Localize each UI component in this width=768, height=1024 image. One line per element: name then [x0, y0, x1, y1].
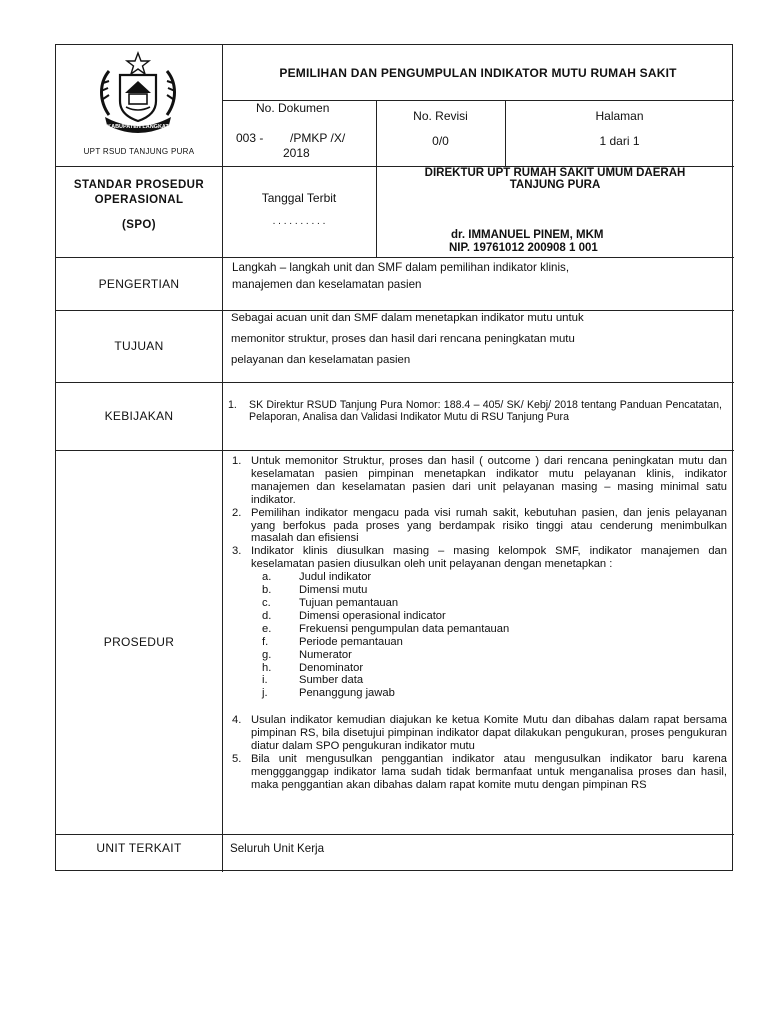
tujuan-text — [231, 308, 726, 371]
sub-item-letter: g. — [262, 648, 272, 661]
director-nip: NIP. 19761012 200908 1 001 — [449, 242, 598, 254]
prosedur-item-text: Usulan indikator kemudian diajukan ke ketua Komite Mutu dan dibahas dalam rapat bersama pimpinan RS, bila disetujui pimpinan indikator dapat dilakukan pengukuran, proses pengukuran diatur dalam SPO pengukuran indikator mutu — [251, 714, 727, 753]
unit-terkait-label: UNIT TERKAIT — [96, 841, 182, 855]
spo-line-2: OPERASIONAL — [94, 194, 184, 206]
doc-number-value: 003 - /PMKP /X/ — [236, 131, 346, 145]
revision-label: No. Revisi — [413, 109, 468, 123]
doc-number-label: No. Dokumen — [256, 101, 330, 115]
sub-item — [232, 597, 727, 610]
prosedur-label: PROSEDUR — [103, 635, 175, 649]
issue-date-label: Tanggal Terbit — [261, 191, 337, 205]
tujuan-line-2: memonitor struktur, proses dan hasil dari rencana peningkatan mutu — [231, 333, 575, 345]
sub-item — [232, 571, 727, 584]
director-title-1: DIREKTUR UPT RUMAH SAKIT UMUM DAERAH — [424, 167, 686, 179]
sub-item-letter: i. — [262, 674, 268, 687]
prosedur-item: 4. Usulan indikator kemudian diajukan ke ketua Komite Mutu dan dibahas dalam rapat bersama pimpinan RS, bila disetujui pimpinan indikator dapat dilakukan pengukuran, proses pengukuran diatur dalam SPO pengukuran indikator mutu — [232, 714, 727, 753]
pengertian-line-1: Langkah – langkah unit dan SMF dalam pemilihan indikator klinis, — [232, 261, 570, 274]
pengertian-text — [232, 259, 727, 293]
director-cell — [376, 166, 734, 257]
sub-item — [232, 649, 727, 662]
sub-item — [232, 687, 727, 700]
regency-emblem-icon — [89, 49, 187, 135]
prosedur-item: 2. Pemilihan indikator mengacu pada visi rumah sakit, kebutuhan pasien, dan jenis pelayanan yang berfokus pada proses yang berdampak risiko tinggi atau cenderung menimbulkan masalah dan efisiensi — [232, 506, 727, 545]
row-divider — [56, 834, 734, 835]
prosedur-item-text: Untuk memonitor Struktur, proses dan hasil ( outcome ) dari rencana peningkatan mutu dan keselamatan pasien pimpinan menetapkan indikator mutu pelayanan klinis, indikator manajemen dan keselamatan pasien dari unit pelayanan masing – masing minimal satu indikator. — [251, 455, 727, 506]
kebijakan-text — [228, 400, 722, 423]
prosedur-list — [232, 455, 727, 792]
sub-item-text: Frekuensi pengumpulan data pemantauan — [299, 622, 510, 635]
prosedur-item-text: Indikator klinis diusulkan masing – masing kelompok SMF, indikator manajemen dan keselamatan pasien diusulkan oleh unit pelayanan dengan menetapkan : — [251, 545, 727, 571]
sub-item — [232, 610, 727, 623]
sub-item — [232, 623, 727, 636]
sub-item-text: Denominator — [299, 661, 364, 674]
issue-date-value: . . . . . . . . . . — [272, 216, 326, 227]
prosedur-item-text: Bila unit mengusulkan penggantian indikator atau mengusulkan indikator baru karena menggganggap indikator lama sudah tidak bermanfaat untuk menganalisa proses dan hasil, maka penggantian akan dibahas dalam rapat komite mutu dengan pimpinan RS — [251, 752, 727, 791]
unit-terkait-text: Seluruh Unit Kerja — [230, 842, 325, 855]
indicator-attributes-list — [232, 571, 727, 700]
sub-item-letter: j. — [262, 687, 268, 700]
sub-item-letter: b. — [262, 584, 272, 597]
sub-item-text: Penanggung jawab — [299, 687, 395, 700]
sub-item-letter: f. — [262, 635, 269, 648]
logo-cell — [56, 45, 222, 166]
director-name: dr. IMMANUEL PINEM, MKM — [451, 229, 604, 241]
sub-item-letter: a. — [262, 571, 272, 584]
page-value: 1 dari 1 — [599, 134, 640, 148]
tujuan-line-1: Sebagai acuan unit dan SMF dalam menetapkan indikator mutu untuk — [231, 312, 584, 324]
sub-item-text: Sumber data — [299, 674, 364, 687]
sub-item — [232, 584, 727, 597]
director-title-2: TANJUNG PURA — [509, 179, 601, 191]
document-title: PEMILIHAN DAN PENGUMPULAN INDIKATOR MUTU RUMAH SAKIT — [279, 65, 677, 80]
prosedur-item-text: Pemilihan indikator mengacu pada visi rumah sakit, kebutuhan pasien, dan jenis pelayanan yang berfokus pada proses yang berdampak risiko tinggi atau cenderung menimbulkan masalah dan efisiensi — [251, 506, 727, 545]
hospital-name: UPT RSUD TANJUNG PURA — [83, 146, 195, 156]
kebijakan-number: 1. — [228, 399, 237, 411]
tujuan-line-3: pelayanan dan keselamatan pasien — [231, 354, 411, 366]
page-cell — [505, 100, 734, 166]
spo-line-3: (SPO) — [122, 219, 156, 231]
spo-label-cell — [56, 166, 222, 257]
revision-cell — [376, 100, 505, 166]
sub-item-letter: e. — [262, 622, 272, 635]
sub-item-text: Periode pemantauan — [299, 635, 403, 648]
sub-item-text: Judul indikator — [299, 571, 372, 584]
revision-value: 0/0 — [432, 134, 449, 148]
spo-document — [55, 44, 733, 871]
doc-number-year: 2018 — [283, 146, 310, 160]
prosedur-item: 3. Indikator klinis diusulkan masing – masing kelompok SMF, indikator manajemen dan keselamatan pasien diusulkan oleh unit pelayanan dengan menetapkan : a. Judul indikator b. Dimensi mutu c. Tujuan pemantauan d. Dimensi operasional indicator e. Frekuensi pengumpulan data pemantauan f. Periode pemantauan g. Numerator h. Denominator i. Sumber data j. Penanggung jawab — [232, 545, 727, 700]
issue-date-cell — [222, 166, 376, 257]
sub-item — [232, 636, 727, 649]
prosedur-content — [232, 455, 727, 792]
kebijakan-item: SK Direktur RSUD Tanjung Pura Nomor: 188.4 – 405/ SK/ Kebj/ 2018 tentang Panduan Pencatatan, Pelaporan, Analisa dan Validasi Indikator Mutu di RSU Tanjung Pura — [249, 399, 722, 423]
sub-item — [232, 674, 727, 687]
doc-number-cell — [222, 100, 376, 166]
sub-item-letter: h. — [262, 661, 272, 674]
sub-item-text: Dimensi mutu — [299, 584, 368, 597]
sub-item — [232, 662, 727, 675]
sub-item-text: Dimensi operasional indicator — [299, 609, 446, 622]
emblem-banner-text: KABUPATEN LANGKAT — [107, 124, 169, 130]
tujuan-label: TUJUAN — [114, 339, 164, 353]
pengertian-line-2: manajemen dan keselamatan pasien — [232, 278, 422, 291]
prosedur-item: 1. Untuk memonitor Struktur, proses dan hasil ( outcome ) dari rencana peningkatan mutu dan keselamatan pasien pimpinan menetapkan indikator mutu pelayanan klinis, indikator manajemen dan keselamatan pasien dari unit pelayanan masing – masing minimal satu indikator. — [232, 455, 727, 506]
prosedur-item: 5. Bila unit mengusulkan penggantian indikator atau mengusulkan indikator baru karena menggganggap indikator lama sudah tidak bermanfaat untuk menganalisa proses dan hasil, maka penggantian akan dibahas dalam rapat komite mutu dengan pimpinan RS — [232, 752, 727, 791]
spo-line-1: STANDAR PROSEDUR — [73, 179, 205, 191]
pengertian-label: PENGERTIAN — [98, 276, 180, 291]
page-label: Halaman — [595, 109, 644, 123]
sub-item-letter: c. — [262, 596, 271, 609]
sub-item-text: Tujuan pemantauan — [299, 596, 399, 609]
sub-item-text: Numerator — [299, 648, 352, 661]
kebijakan-label: KEBIJAKAN — [104, 409, 174, 423]
sub-item-letter: d. — [262, 609, 272, 622]
